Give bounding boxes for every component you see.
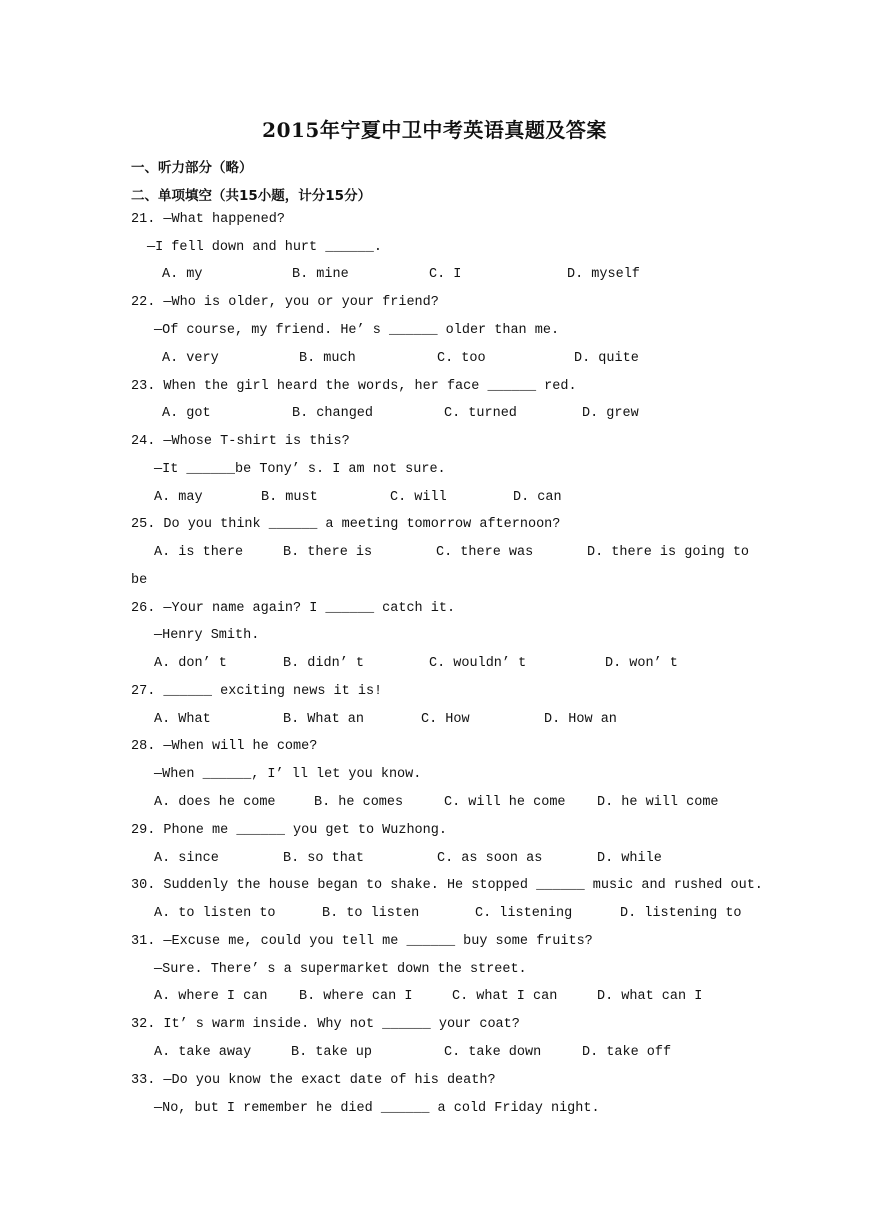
question-24-option-d: D. can: [513, 490, 562, 505]
question-29-option-c: C. as soon as: [437, 851, 543, 866]
question-25-option-d: D. there is going to: [587, 545, 750, 560]
question-22-option-a: A. very: [162, 351, 219, 366]
question-21-option-c: C. I: [429, 267, 462, 282]
page-title: 2015年宁夏中卫中考英语真题及答案: [262, 118, 607, 142]
question-28-option-c: C. will he come: [444, 795, 566, 810]
question-28-option-a: A. does he come: [154, 795, 276, 810]
question-30-stem: 30. Suddenly the house began to shake. He stopped ______ music and rushed out.: [131, 878, 763, 893]
question-23-option-a: A. got: [162, 406, 211, 421]
question-29-stem: 29. Phone me ______ you get to Wuzhong.: [131, 823, 447, 838]
question-24-stem-reply: —It ______be Tony’ s. I am not sure.: [154, 462, 446, 477]
question-28-stem: 28. —When will he come?: [131, 739, 318, 754]
question-26-option-c: C. wouldn’ t: [429, 656, 527, 671]
question-31-option-d: D. what can I: [597, 989, 703, 1004]
question-26-option-b: B. didn’ t: [283, 656, 365, 671]
question-25-option-d-wrap: be: [131, 573, 148, 588]
question-31-option-c: C. what I can: [452, 989, 558, 1004]
question-29-option-b: B. so that: [283, 851, 365, 866]
question-30-option-d: D. listening to: [620, 906, 742, 921]
question-27-option-a: A. What: [154, 712, 211, 727]
section-single-choice-heading: 二、单项填空（共15小题，计分15分）: [131, 188, 372, 204]
question-25-option-a: A. is there: [154, 545, 244, 560]
question-24-option-c: C. will: [390, 490, 447, 505]
question-26-option-a: A. don’ t: [154, 656, 227, 671]
question-28-option-d: D. he will come: [597, 795, 719, 810]
question-24-stem: 24. —Whose T-shirt is this?: [131, 434, 350, 449]
question-23-option-c: C. turned: [444, 406, 517, 421]
question-23-option-d: D. grew: [582, 406, 639, 421]
question-32-option-c: C. take down: [444, 1045, 542, 1060]
section-listening-heading: 一、听力部分（略）: [131, 160, 253, 176]
question-30-option-c: C. listening: [475, 906, 573, 921]
question-32-option-b: B. take up: [291, 1045, 373, 1060]
question-28-stem-reply: —When ______, I’ ll let you know.: [154, 767, 422, 782]
question-21-stem-reply: —I fell down and hurt ______.: [147, 240, 382, 255]
question-30-option-b: B. to listen: [322, 906, 420, 921]
question-33-stem: 33. —Do you know the exact date of his death?: [131, 1073, 496, 1088]
question-21-option-d: D. myself: [567, 267, 640, 282]
question-23-stem: 23. When the girl heard the words, her face ______ red.: [131, 379, 577, 394]
question-24-option-b: B. must: [261, 490, 318, 505]
question-33-stem-reply: —No, but I remember he died ______ a cold Friday night.: [154, 1101, 600, 1116]
question-32-option-a: A. take away: [154, 1045, 252, 1060]
question-27-option-b: B. What an: [283, 712, 365, 727]
question-21-option-b: B. mine: [292, 267, 349, 282]
question-25-option-b: B. there is: [283, 545, 373, 560]
question-22-option-c: C. too: [437, 351, 486, 366]
question-31-stem-reply: —Sure. There’ s a supermarket down the street.: [154, 962, 527, 977]
question-26-stem: 26. —Your name again? I ______ catch it.: [131, 601, 456, 616]
question-30-option-a: A. to listen to: [154, 906, 276, 921]
question-22-option-d: D. quite: [574, 351, 639, 366]
question-31-stem: 31. —Excuse me, could you tell me ______ buy some fruits?: [131, 934, 593, 949]
question-25-stem: 25. Do you think ______ a meeting tomorrow afternoon?: [131, 517, 561, 532]
question-24-option-a: A. may: [154, 490, 203, 505]
question-23-option-b: B. changed: [292, 406, 374, 421]
question-27-option-d: D. How an: [544, 712, 617, 727]
question-31-option-b: B. where can I: [299, 989, 413, 1004]
question-31-option-a: A. where I can: [154, 989, 268, 1004]
question-29-option-d: D. while: [597, 851, 662, 866]
question-27-stem: 27. ______ exciting news it is!: [131, 684, 383, 699]
question-25-option-c: C. there was: [436, 545, 534, 560]
question-26-stem-reply: —Henry Smith.: [154, 628, 260, 643]
question-32-option-d: D. take off: [582, 1045, 672, 1060]
question-29-option-a: A. since: [154, 851, 219, 866]
question-22-stem-reply: —Of course, my friend. He’ s ______ older than me.: [154, 323, 560, 338]
question-26-option-d: D. won’ t: [605, 656, 678, 671]
question-22-stem: 22. —Who is older, you or your friend?: [131, 295, 439, 310]
question-28-option-b: B. he comes: [314, 795, 404, 810]
question-32-stem: 32. It’ s warm inside. Why not ______ your coat?: [131, 1017, 520, 1032]
question-21-stem: 21. —What happened?: [131, 212, 285, 227]
question-22-option-b: B. much: [299, 351, 356, 366]
question-27-option-c: C. How: [421, 712, 470, 727]
question-21-option-a: A. my: [162, 267, 203, 282]
